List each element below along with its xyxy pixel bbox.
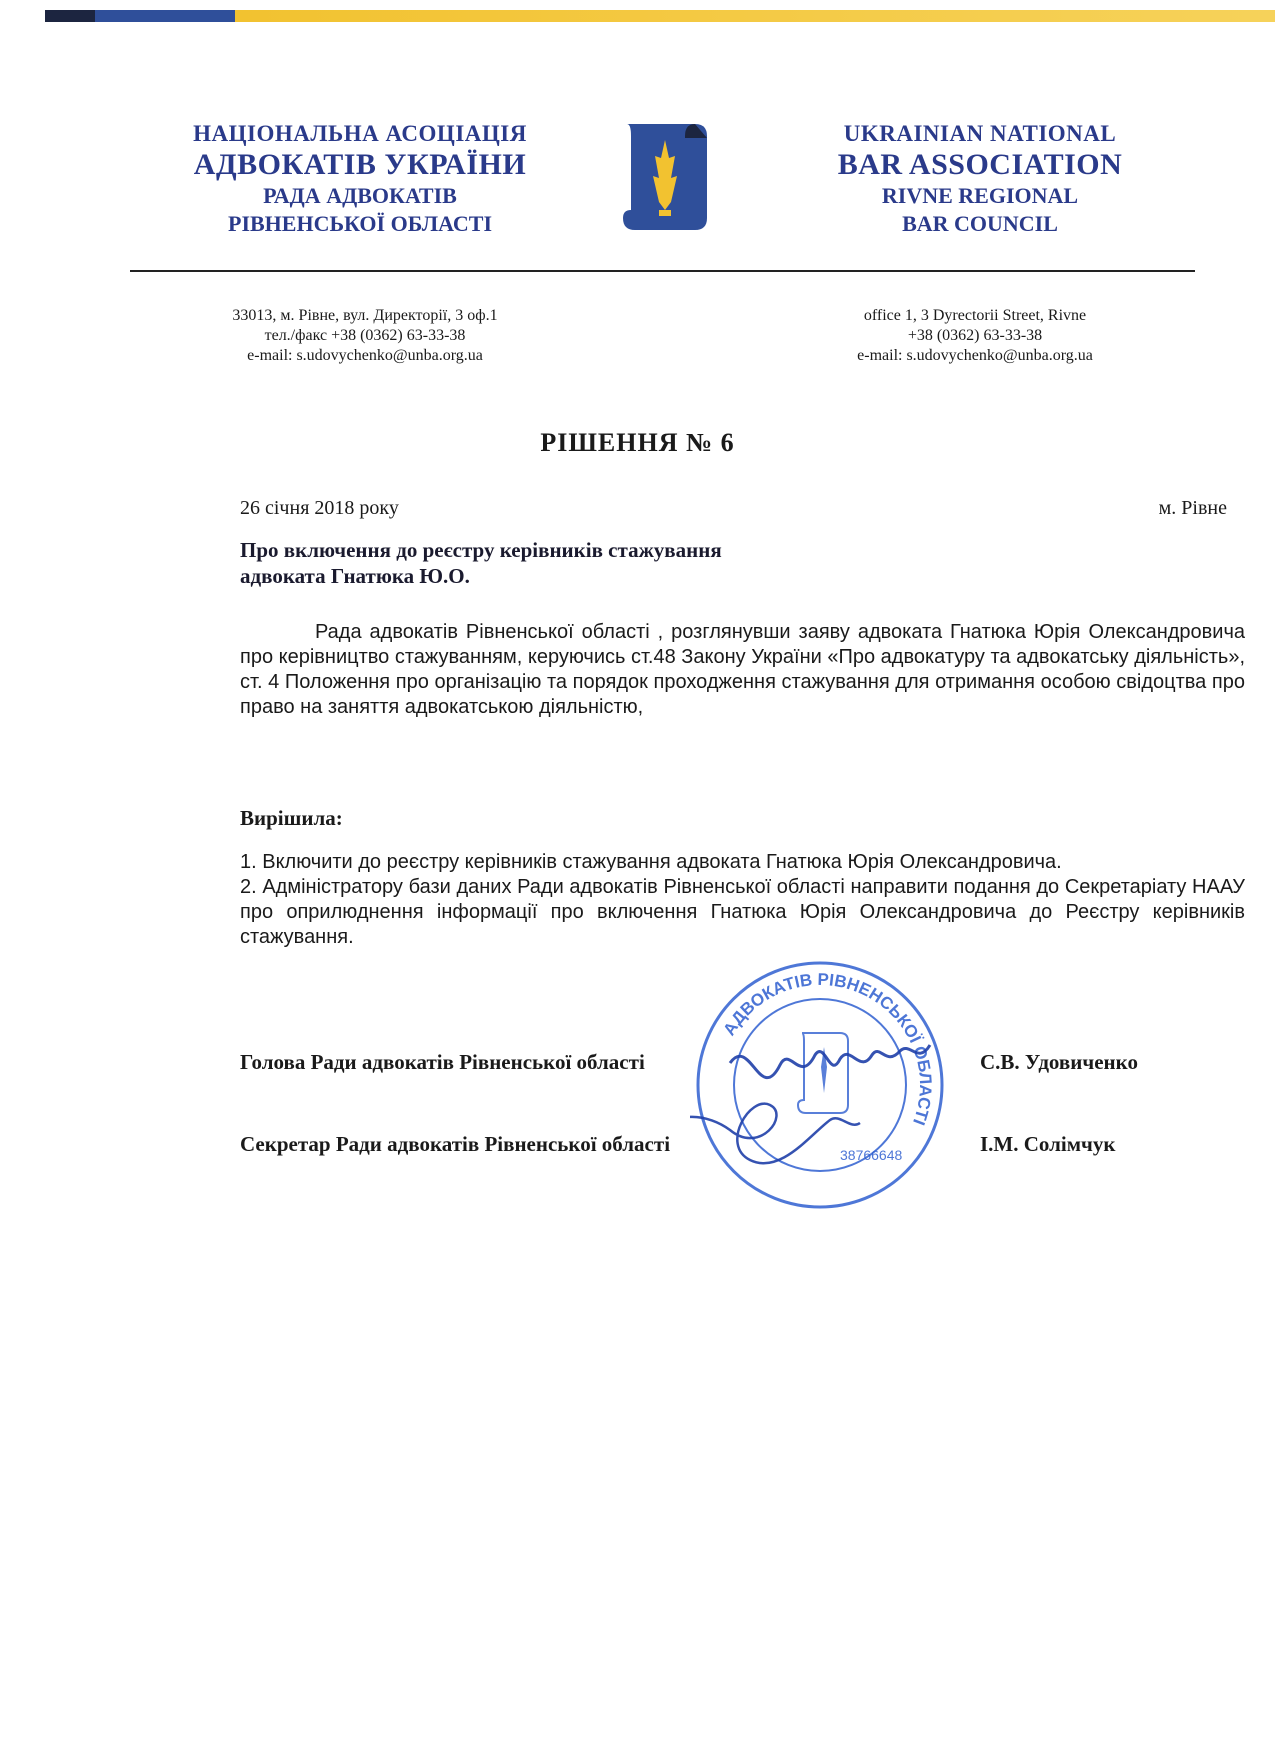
contact-email: e-mail: s.udovychenko@unba.org.ua (857, 347, 1093, 364)
contact-phone: тел./факс +38 (0362) 63-33-38 (264, 327, 466, 344)
top-bar-blue-segment (95, 10, 235, 22)
header-divider (130, 270, 1195, 272)
chair-title: Голова Ради адвокатів Рівненської області (240, 1050, 645, 1074)
decided-label: Вирішила: (240, 806, 343, 830)
association-emblem-icon (615, 118, 715, 238)
secretary-name: І.М. Солімчук (980, 1132, 1116, 1156)
chair-signature (730, 1045, 930, 1078)
chair-name: С.В. Удовиченко (980, 1050, 1138, 1074)
header-right-line2: BAR ASSOCIATION (837, 148, 1123, 181)
header-right-line1: UKRAINIAN NATIONAL (843, 121, 1117, 146)
subject-line2: адвоката Гнатюка Ю.О. (240, 564, 470, 588)
document-city: м. Рівне (1158, 497, 1227, 519)
decision-items (240, 850, 1245, 950)
top-bar-gold-segment (235, 10, 1275, 22)
top-color-bar (45, 10, 1275, 22)
secretary-title: Секретар Ради адвокатів Рівненської області (240, 1132, 671, 1156)
contact-address: 33013, м. Рівне, вул. Директорії, 3 оф.1 (232, 307, 498, 324)
header-left-line4: РІВНЕНСЬКОЇ ОБЛАСТІ (228, 211, 492, 236)
decision-item-2: 2. Адміністратору бази даних Ради адвокатів Рівненської області направити подання до Секретаріату НААУ про оприлюднення інформації про включення Гнатюка Юрія Олександровича до Реєстру керівників стажування. (240, 876, 1245, 948)
document-date: 26 січня 2018 року (240, 497, 399, 519)
header-right-line4: BAR COUNCIL (902, 211, 1058, 236)
official-stamp (690, 955, 950, 1215)
contact-phone: +38 (0362) 63-33-38 (907, 327, 1043, 344)
contact-block-english (775, 306, 1175, 366)
contact-address: office 1, 3 Dyrectorii Street, Rivne (863, 307, 1087, 324)
stamp-ring-text: АДВОКАТІВ РІВНЕНСЬКОЇ ОБЛАСТІ (719, 969, 936, 1128)
document-subject (240, 537, 722, 589)
top-bar-dark-segment (45, 10, 95, 22)
header-right-line3: RIVNE REGIONAL (881, 183, 1079, 208)
header-left-line2: АДВОКАТІВ УКРАЇНИ (193, 148, 527, 181)
contact-email: e-mail: s.udovychenko@unba.org.ua (247, 347, 483, 364)
stamp-code: 38766648 (840, 1147, 903, 1163)
decision-item-1: 1. Включити до реєстру керівників стажування адвоката Гнатюка Юрія Олександровича. (240, 851, 1062, 873)
header-right-block (770, 120, 1190, 238)
document-title: РІШЕННЯ № 6 (540, 428, 735, 457)
header-left-line1: НАЦІОНАЛЬНА АСОЦІАЦІЯ (193, 121, 527, 146)
contact-block-ukrainian (165, 306, 565, 366)
subject-line1: Про включення до реєстру керівників стажування (240, 538, 722, 562)
preamble-paragraph: Рада адвокатів Рівненської області , розглянувши заяву адвоката Гнатюка Юрія Олександровича про керівництво стажуванням, керуючись ст.48 Закону України «Про адвокатуру та адвокатську діяльність», ст. 4 Положення про організацію та порядок проходження стажування для отримання особою свідоцтва про право на заняття адвокатською діяльністю, (240, 621, 1245, 718)
header-left-line3: РАДА АДВОКАТІВ (263, 183, 457, 208)
header-left-block (150, 120, 570, 238)
